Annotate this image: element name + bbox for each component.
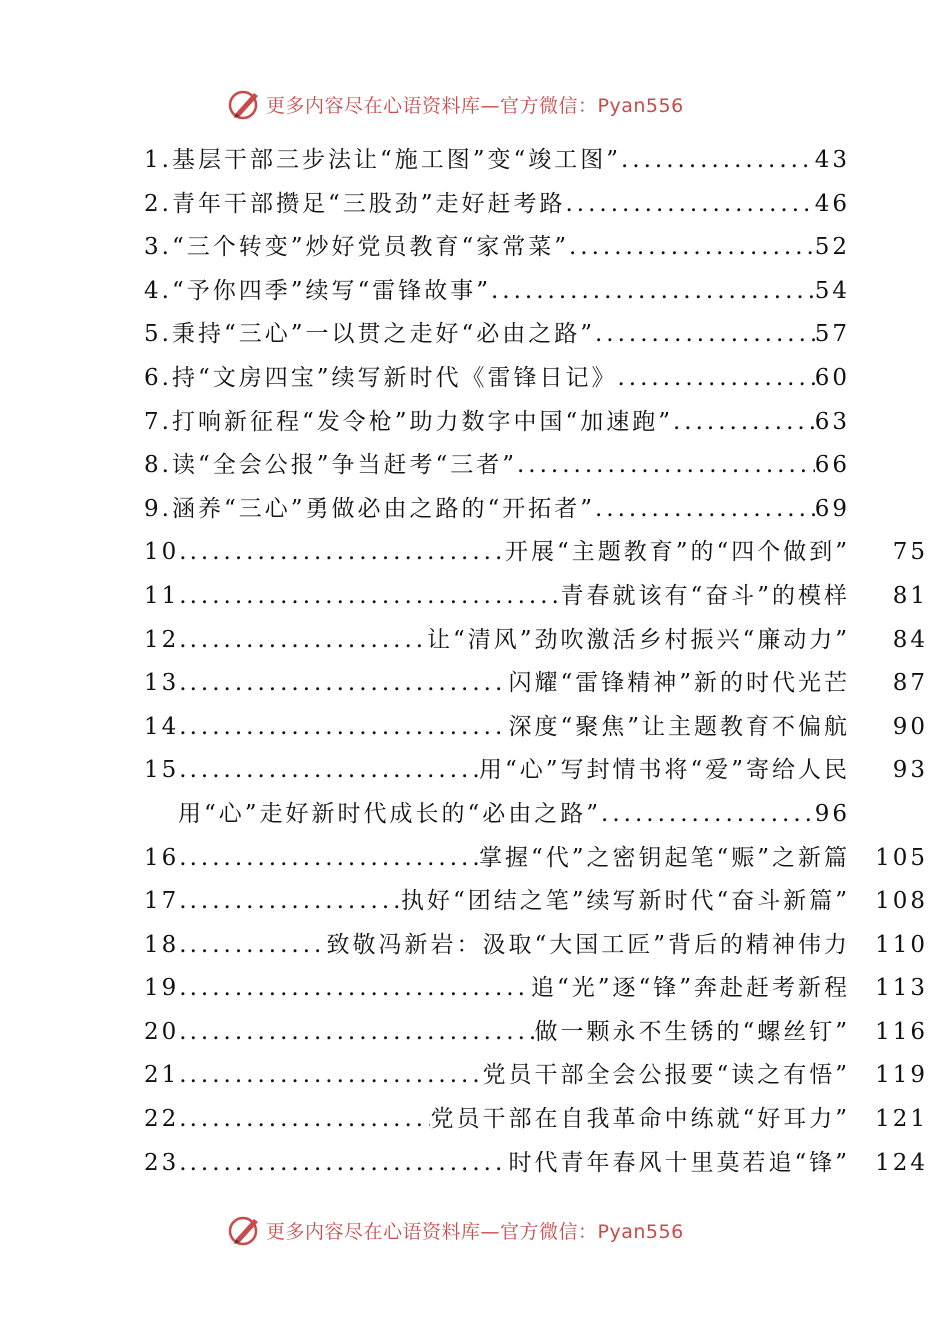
toc-page-number: 52 xyxy=(814,234,850,261)
toc-dot-leader xyxy=(491,274,815,318)
toc-page-number: 84 xyxy=(892,626,928,653)
watermark-text: 更多内容尽在心语资料库—官方微信：Pyan556 xyxy=(266,94,684,117)
toc-number: 6. xyxy=(144,364,172,391)
toc-entry[interactable] xyxy=(144,317,850,361)
toc-number: 16. xyxy=(144,844,190,871)
toc-number: 13. xyxy=(144,670,190,697)
toc-page-number: 110 xyxy=(875,931,928,958)
toc-entry[interactable] xyxy=(144,884,928,928)
toc-number: 23. xyxy=(144,1149,190,1176)
toc-entry[interactable] xyxy=(144,666,928,710)
toc-title: 深度“聚焦”让主题教育不偏航 xyxy=(508,713,850,740)
toc-title: 让“清风”劲吹激活乡村振兴“廉动力” xyxy=(426,626,850,653)
toc-dot-leader xyxy=(617,361,814,405)
toc-page-number: 60 xyxy=(814,364,850,391)
toc-title: 青年干部攒足“三股劲”走好赶考路 xyxy=(171,190,566,217)
toc-title: “三个转变”炒好党员教育“家常菜” xyxy=(171,234,569,261)
toc-page-number: 66 xyxy=(814,452,850,479)
toc-dot-leader xyxy=(190,535,505,579)
toc-title: 青春就该有“奋斗”的模样 xyxy=(560,582,850,609)
toc-title: 追“光”逐“锋”奔赴赶考新程 xyxy=(530,975,850,1002)
toc-entry[interactable] xyxy=(144,1015,928,1059)
toc-dot-leader xyxy=(190,841,479,885)
toc-number: 9. xyxy=(144,495,172,522)
toc-dot-leader xyxy=(190,753,479,797)
toc-entry[interactable] xyxy=(144,143,850,187)
toc-title: 用“心”写封情书将“爱”寄给人民 xyxy=(478,757,850,784)
toc-dot-leader xyxy=(190,666,509,710)
toc-number: 22. xyxy=(144,1106,190,1133)
toc-dot-leader xyxy=(190,1102,431,1146)
toc-number: 1. xyxy=(144,147,172,173)
toc-page-number: 93 xyxy=(892,757,928,784)
toc-entry[interactable] xyxy=(144,535,928,579)
toc-page-number: 113 xyxy=(875,975,928,1002)
toc-title: 闪耀“雷锋精神”新的时代光芒 xyxy=(508,670,850,697)
toc-page-number: 87 xyxy=(892,670,928,697)
toc-dot-leader xyxy=(190,971,531,1015)
toc-entry[interactable] xyxy=(144,1146,928,1190)
toc-entry[interactable] xyxy=(144,841,928,885)
toc-dot-leader xyxy=(190,710,509,754)
toc-title: 做一颗永不生锈的“螺丝钉” xyxy=(534,1018,850,1045)
toc-number: 4. xyxy=(144,277,172,304)
toc-number: 10. xyxy=(144,539,190,566)
toc-number: 15. xyxy=(144,757,190,784)
toc-dot-leader xyxy=(190,1058,483,1102)
table-of-contents xyxy=(144,143,928,1189)
toc-entry[interactable] xyxy=(144,623,928,667)
toc-dot-leader xyxy=(595,317,815,361)
toc-number: 18. xyxy=(144,931,190,958)
toc-entry[interactable] xyxy=(144,579,928,623)
toc-number: 11. xyxy=(144,582,190,609)
toc-number: 21. xyxy=(144,1062,190,1089)
toc-dot-leader xyxy=(565,187,814,231)
toc-dot-leader xyxy=(595,492,815,536)
toc-number: 3. xyxy=(144,234,172,261)
toc-page-number: 81 xyxy=(892,582,928,609)
toc-number: 20. xyxy=(144,1018,190,1045)
toc-entry[interactable] xyxy=(144,710,928,754)
toc-entry[interactable] xyxy=(144,492,850,536)
toc-dot-leader xyxy=(569,230,815,274)
toc-page-number: 43 xyxy=(814,147,850,173)
toc-page-number: 54 xyxy=(814,277,850,304)
toc-dot-leader xyxy=(190,1015,535,1059)
toc-title: 致敬冯新岩：汲取“大国工匠”背后的精神伟力 xyxy=(326,931,850,958)
header-watermark xyxy=(228,86,728,122)
toc-number: 5. xyxy=(144,321,172,348)
toc-dot-leader xyxy=(190,928,327,972)
toc-title: 时代青年春风十里莫若追“锋” xyxy=(508,1149,850,1176)
toc-dot-leader xyxy=(621,143,815,187)
toc-title: 开展“主题教育”的“四个做到” xyxy=(504,539,850,566)
toc-page-number: 105 xyxy=(875,844,928,871)
toc-page-number: 124 xyxy=(875,1149,928,1176)
toc-title: 涵养“三心”勇做必由之路的“开拓者” xyxy=(171,495,595,522)
toc-dot-leader xyxy=(190,623,427,667)
toc-title: 打响新征程“发令枪”助力数字中国“加速跑” xyxy=(171,408,673,435)
toc-entry[interactable] xyxy=(144,797,850,841)
toc-number: 2. xyxy=(144,190,172,217)
toc-title: 党员干部在自我革命中练就“好耳力” xyxy=(430,1106,850,1133)
toc-title: 党员干部全会公报要“读之有悟” xyxy=(482,1062,850,1089)
toc-page-number: 69 xyxy=(814,495,850,522)
toc-dot-leader xyxy=(601,797,815,841)
toc-entry[interactable] xyxy=(144,448,850,492)
toc-page-number: 75 xyxy=(892,539,928,566)
toc-dot-leader xyxy=(190,579,561,623)
toc-dot-leader xyxy=(673,405,815,449)
toc-title: 基层干部三步法让“施工图”变“竣工图” xyxy=(171,147,621,173)
watermark-text: 更多内容尽在心语资料库—官方微信：Pyan556 xyxy=(266,1220,684,1243)
toc-title: 读“全会公报”争当赶考“三者” xyxy=(171,452,517,479)
toc-title: 掌握“代”之密钥起笔“赈”之新篇 xyxy=(478,844,850,871)
pen-logo-icon xyxy=(228,87,262,121)
toc-entry[interactable] xyxy=(144,1058,928,1102)
toc-page-number: 119 xyxy=(875,1062,928,1089)
toc-entry[interactable] xyxy=(144,1102,928,1146)
toc-page-number: 96 xyxy=(814,800,850,827)
toc-page-number: 121 xyxy=(875,1106,928,1133)
toc-page-number: 116 xyxy=(875,1018,928,1045)
toc-title: 用“心”走好新时代成长的“必由之路” xyxy=(178,800,602,827)
toc-number: 14. xyxy=(144,713,190,740)
toc-title: 执好“团结之笔”续写新时代“奋斗新篇” xyxy=(400,888,850,915)
pen-logo-icon xyxy=(228,1213,262,1247)
toc-page-number: 108 xyxy=(875,888,928,915)
toc-entry[interactable] xyxy=(144,405,850,449)
toc-entry[interactable] xyxy=(144,361,850,405)
toc-entry[interactable] xyxy=(144,230,850,274)
toc-number: 8. xyxy=(144,452,172,479)
toc-number: 19. xyxy=(144,975,190,1002)
toc-dot-leader xyxy=(190,1146,509,1190)
toc-entry[interactable] xyxy=(144,928,928,972)
toc-page-number: 63 xyxy=(814,408,850,435)
toc-number: 17. xyxy=(144,888,190,915)
footer-watermark xyxy=(228,1212,728,1248)
toc-number: 7. xyxy=(144,408,172,435)
toc-number: 12. xyxy=(144,626,190,653)
toc-entry[interactable] xyxy=(144,187,850,231)
toc-page-number: 57 xyxy=(814,321,850,348)
toc-entry[interactable] xyxy=(144,753,928,797)
toc-page-number: 90 xyxy=(892,713,928,740)
toc-title: “予你四季”续写“雷锋故事” xyxy=(171,277,491,304)
toc-entry[interactable] xyxy=(144,274,850,318)
toc-page-number: 46 xyxy=(814,190,850,217)
toc-dot-leader xyxy=(190,884,401,928)
toc-title: 秉持“三心”一以贯之走好“必由之路” xyxy=(171,321,595,348)
toc-dot-leader xyxy=(517,448,815,492)
toc-entry[interactable] xyxy=(144,971,928,1015)
toc-title: 持“文房四宝”续写新时代《雷锋日记》 xyxy=(171,364,618,391)
